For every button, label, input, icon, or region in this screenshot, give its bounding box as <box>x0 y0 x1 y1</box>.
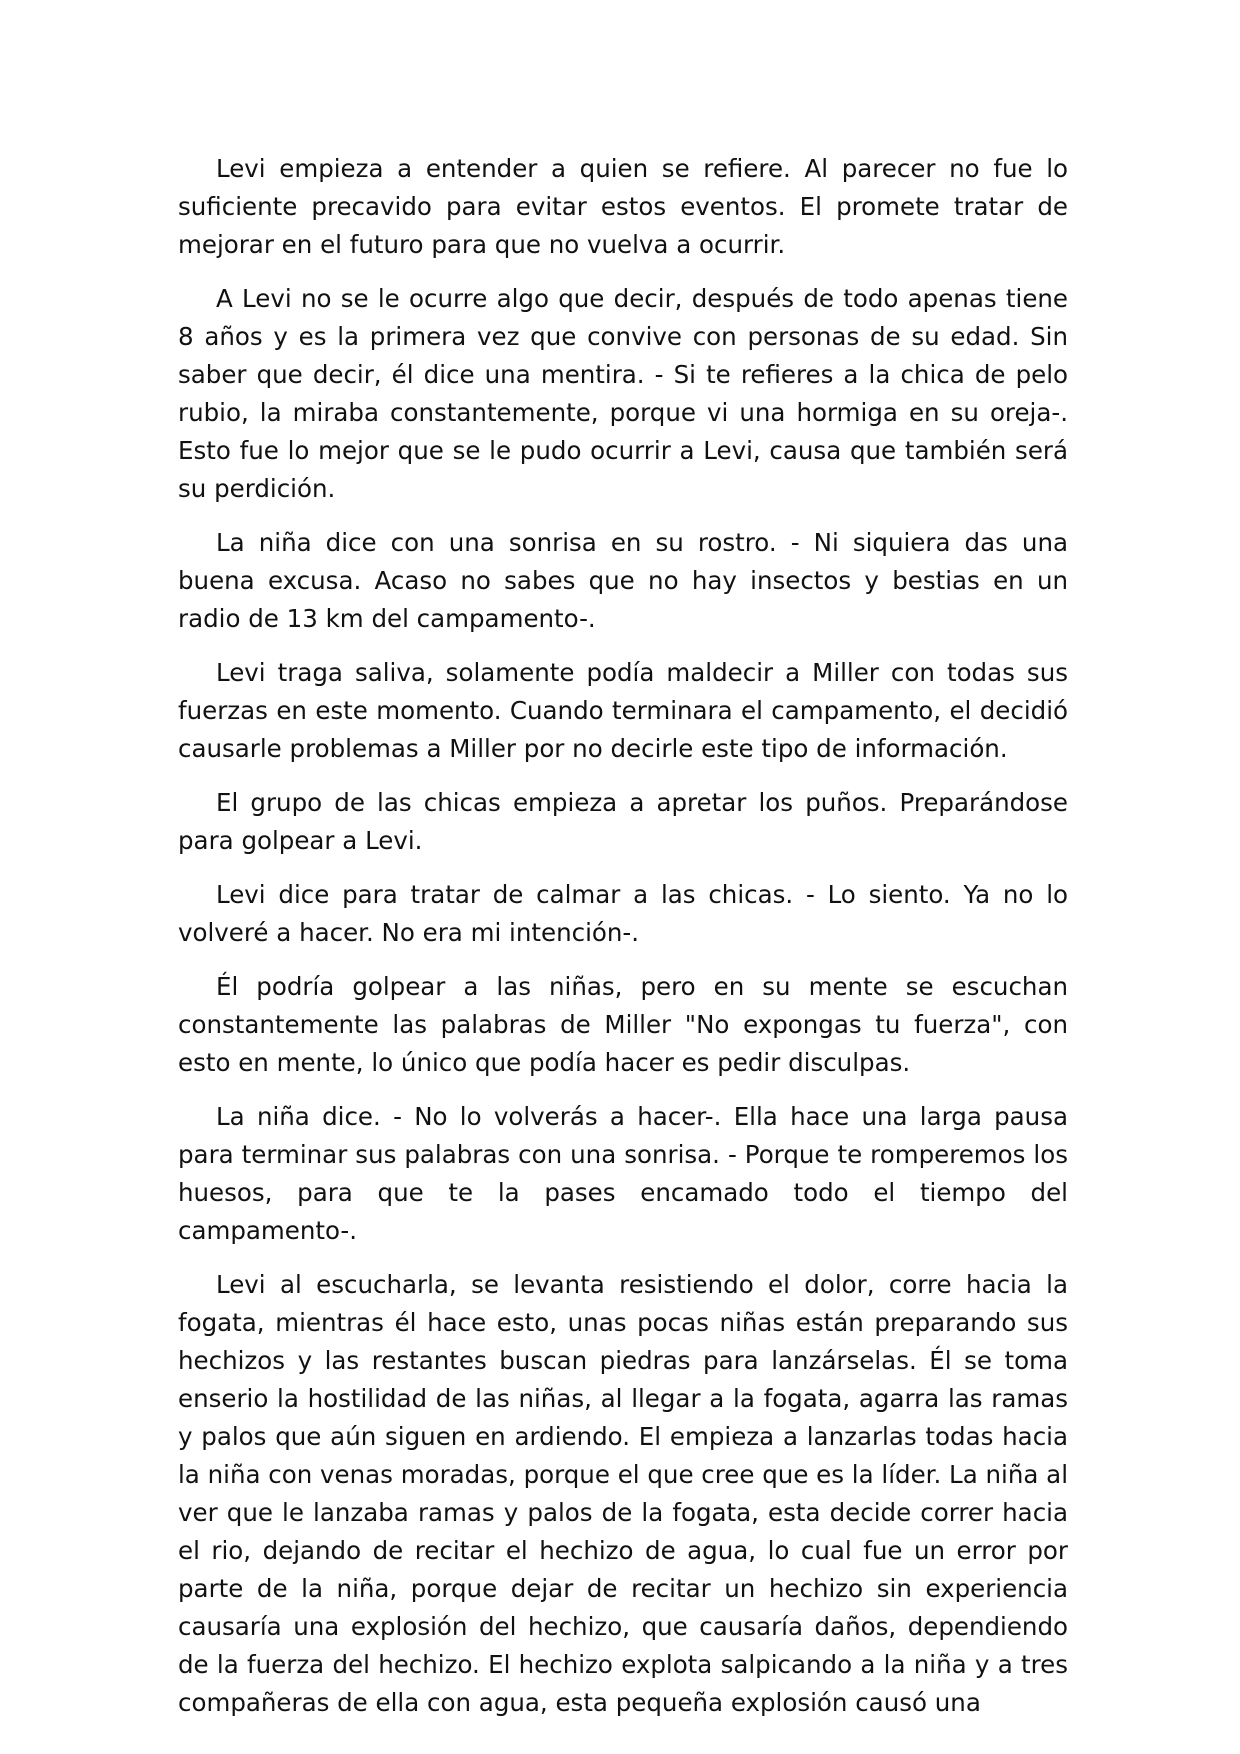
paragraph-1: Levi empieza a entender a quien se refiere. Al parecer no fue lo suficiente precavido para evitar estos eventos. El promete tratar de mejorar en el futuro para que no vuelva a ocurrir. <box>178 154 1068 259</box>
paragraph-2: A Levi no se le ocurre algo que decir, después de todo apenas tiene 8 años y es la primera vez que convive con personas de su edad. Sin saber que decir, él dice una mentira. - Si te refieres a la chica de pelo rubio, la miraba constantemente, porque vi una hormiga en su oreja-. Esto fue lo mejor que se le pudo ocurrir a Levi, causa que también será su perdición. <box>178 284 1068 503</box>
paragraph-8: La niña dice. - No lo volverás a hacer-. Ella hace una larga pausa para terminar sus palabras con una sonrisa. - Porque te romperemos los huesos, para que te la pases encamado todo el tiempo del campamento-. <box>178 1102 1068 1245</box>
document-page <box>178 150 1068 1722</box>
paragraph-7: Él podría golpear a las niñas, pero en su mente se escuchan constantemente las palabras de Miller "No expongas tu fuerza", con esto en mente, lo único que podía hacer es pedir disculpas. <box>178 972 1068 1077</box>
paragraph-9: Levi al escucharla, se levanta resistiendo el dolor, corre hacia la fogata, mientras él hace esto, unas pocas niñas están preparando sus hechizos y las restantes buscan piedras para lanzárselas. Él se toma enserio la hostilidad de las niñas, al llegar a la fogata, agarra las ramas y palos que aún siguen en ardiendo. El empieza a lanzarlas todas hacia la niña con venas moradas, porque el que cree que es la líder. La niña al ver que le lanzaba ramas y palos de la fogata, esta decide correr hacia el rio, dejando de recitar el hechizo de agua, lo cual fue un error por parte de la niña, porque dejar de recitar un hechizo sin experiencia causaría una explosión del hechizo, que causaría daños, dependiendo de la fuerza del hechizo. El hechizo explota salpicando a la niña y a tres compañeras de ella con agua, esta pequeña explosión causó una <box>178 1270 1068 1717</box>
paragraph-6: Levi dice para tratar de calmar a las chicas. - Lo siento. Ya no lo volveré a hacer. No era mi intención-. <box>178 880 1068 947</box>
paragraph-3: La niña dice con una sonrisa en su rostro. - Ni siquiera das una buena excusa. Acaso no sabes que no hay insectos y bestias en un radio de 13 km del campamento-. <box>178 528 1068 633</box>
paragraph-4: Levi traga saliva, solamente podía maldecir a Miller con todas sus fuerzas en este momento. Cuando terminara el campamento, el decidió causarle problemas a Miller por no decirle este tipo de información. <box>178 658 1068 763</box>
paragraph-5: El grupo de las chicas empieza a apretar los puños. Preparándose para golpear a Levi. <box>178 788 1068 855</box>
